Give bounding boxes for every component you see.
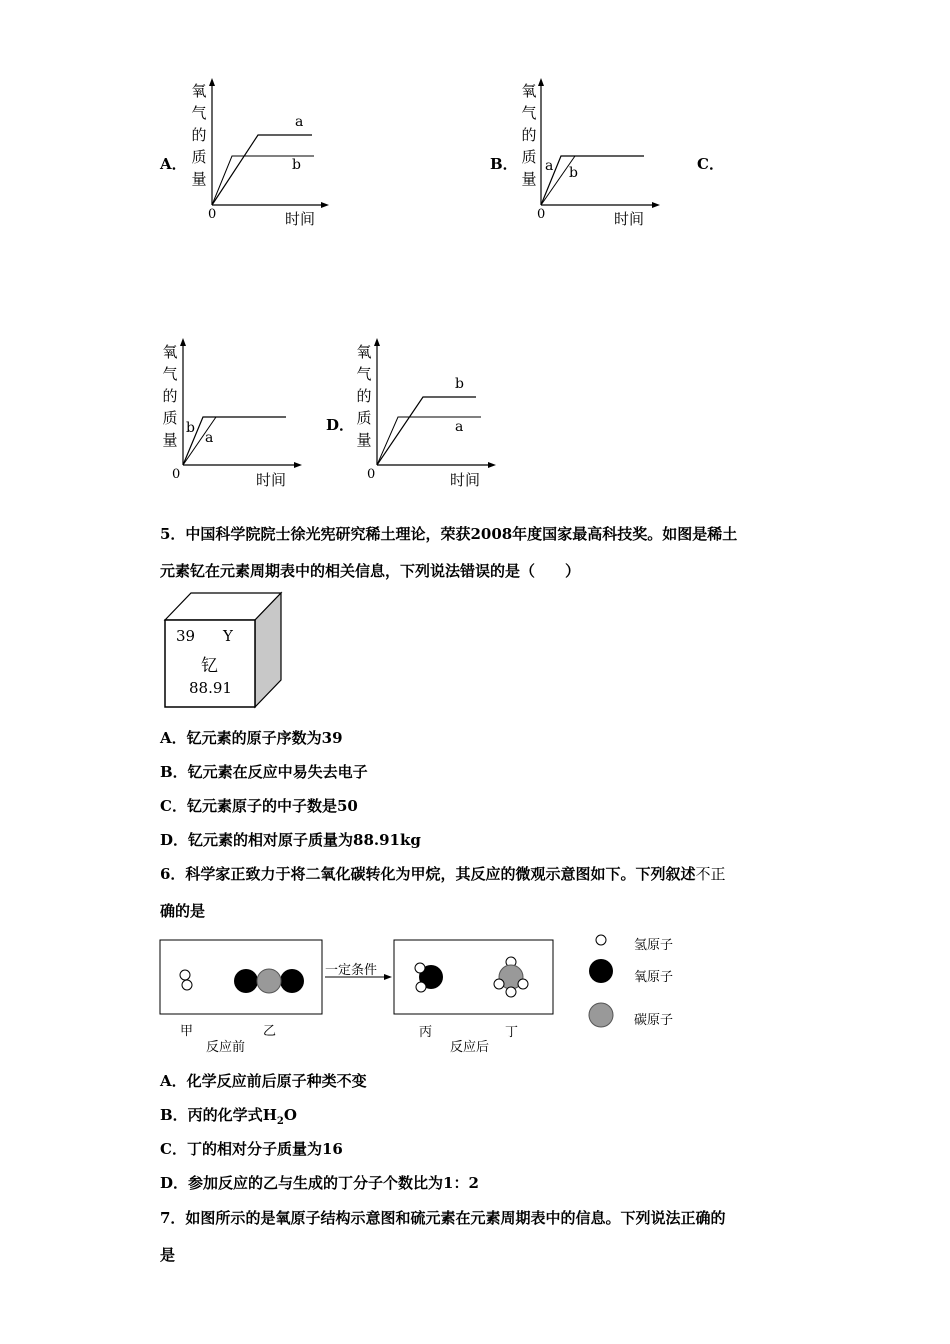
element-symbol: Y — [223, 627, 233, 645]
q6-option-c[interactable]: C．丁的相对分子质量为16 — [160, 1140, 343, 1158]
x-axis-label: 时间 — [450, 471, 481, 489]
series-label: b — [292, 157, 301, 173]
atomic-number: 39 — [176, 627, 196, 645]
option-c-label: C． — [697, 155, 724, 173]
series-label: a — [205, 430, 214, 446]
origin-label: 0 — [367, 467, 376, 482]
q5-option-d[interactable]: D．钇元素的相对原子质量为88.91kg — [160, 831, 421, 849]
q5-text-line1: 5．中国科学院院士徐光宪研究稀土理论，荣获2008年度国家最高科技奖。如图是稀土 — [160, 525, 738, 543]
x-axis-label: 时间 — [614, 210, 645, 228]
q7-text-line1: 7．如图所示的是氧原子结构示意图和硫元素在元素周期表中的信息。下列说法正确的 — [160, 1209, 726, 1227]
series-label: b — [186, 420, 195, 436]
q6-text-line2: 确的是 — [160, 902, 206, 920]
q6-text-line1: 6．科学家正致力于将二氧化碳转化为甲烷，其反应的微观示意图如下。下列叙述不正 — [160, 865, 726, 883]
y-axis-label: 氧 气 的 质 量 — [191, 82, 207, 188]
legend-carbon: 碳原子 — [634, 1013, 674, 1028]
q7-text-line2: 是 — [160, 1246, 176, 1264]
q5-option-a[interactable]: A．钇元素的原子序数为39 — [160, 729, 343, 747]
q5-text-line2: 元素钇在元素周期表中的相关信息，下列说法错误的是（ ） — [160, 562, 581, 580]
series-label: b — [455, 376, 464, 392]
label-bing: 丙 — [419, 1025, 433, 1040]
q5-option-b[interactable]: B．钇元素在反应中易失去电子 — [160, 763, 368, 781]
option-d-label: D． — [326, 416, 355, 434]
element-name: 钇 — [201, 656, 218, 676]
option-a-label: A． — [160, 155, 187, 173]
legend-oxygen: 氧原子 — [634, 970, 674, 985]
origin-label: 0 — [537, 207, 546, 222]
label-ding: 丁 — [505, 1025, 519, 1040]
series-label: b — [569, 165, 578, 181]
series-label: a — [295, 114, 304, 130]
label-before: 反应前 — [206, 1040, 246, 1055]
series-label: a — [455, 419, 464, 435]
y-axis-label: 氧 气 的 质 量 — [162, 343, 178, 449]
q6-option-b[interactable]: B．丙的化学式$H_2O$ — [160, 1106, 297, 1128]
origin-label: 0 — [208, 207, 217, 222]
q6-option-d[interactable]: D．参加反应的乙与生成的丁分子个数比为1：2 — [160, 1174, 479, 1192]
q5-option-c[interactable]: C．钇元素原子的中子数是50 — [160, 797, 358, 815]
y-axis-label: 氧 气 的 质 量 — [521, 82, 537, 188]
legend-hydrogen: 氢原子 — [634, 938, 674, 953]
label-after: 反应后 — [450, 1040, 490, 1055]
x-axis-label: 时间 — [256, 471, 287, 489]
atomic-mass: 88.91 — [189, 679, 232, 697]
reaction-condition: 一定条件 — [325, 963, 378, 978]
label-yi: 乙 — [263, 1024, 277, 1039]
x-axis-label: 时间 — [285, 210, 316, 228]
label-jia: 甲 — [180, 1024, 194, 1039]
origin-label: 0 — [172, 467, 181, 482]
q6-option-a[interactable]: A．化学反应前后原子种类不变 — [160, 1072, 367, 1090]
option-b-label: B． — [490, 155, 518, 173]
series-label: a — [545, 158, 554, 174]
y-axis-label: 氧 气 的 质 量 — [356, 343, 372, 449]
